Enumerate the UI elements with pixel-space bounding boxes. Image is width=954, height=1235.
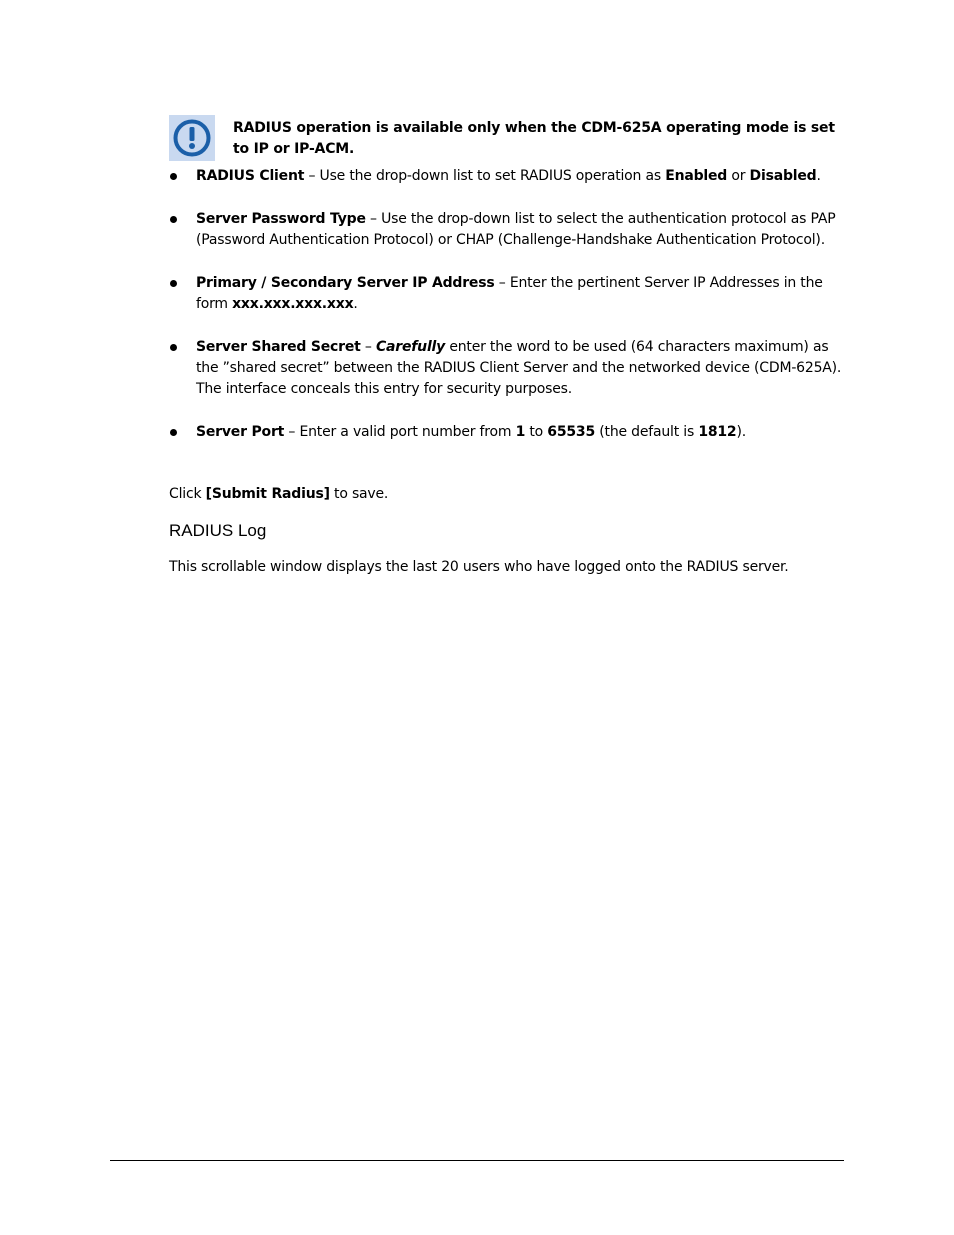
bullet-icon — [170, 280, 177, 287]
bullet-icon — [170, 173, 177, 180]
section-body: This scrollable window displays the last 20 users who have logged onto the RADIUS server. — [169, 559, 789, 575]
list-item-server-shared-secret: Server Shared Secret – Carefully enter the word to be used (64 characters maximum) as the ”shared secret” between the RADIUS Client Server and the networked device (CDM-625A). The interface conceals this entry for security purposes. — [169, 337, 849, 400]
field-description-list — [169, 166, 849, 465]
list-item-radius-client: RADIUS Client – Use the drop-down list to set RADIUS operation as Enabled or Disabled. — [169, 166, 849, 187]
note-text: RADIUS operation is available only when the CDM-625A operating mode is set to IP or IP-ACM. — [233, 120, 835, 157]
submit-radius-label: [Submit Radius] — [205, 486, 330, 502]
term: Server Shared Secret — [196, 339, 361, 355]
term: Server Port — [196, 424, 285, 440]
list-item-server-ip-address: Primary / Secondary Server IP Address – Enter the pertinent Server IP Addresses in the form xxx.xxx.xxx.xxx. — [169, 273, 849, 315]
info-notice-icon — [169, 115, 215, 161]
bullet-icon — [170, 429, 177, 436]
list-item-server-port: Server Port – Enter a valid port number from 1 to 65535 (the default is 1812). — [169, 422, 849, 443]
bullet-icon — [170, 216, 177, 223]
term: RADIUS Client — [196, 168, 305, 184]
bullet-icon — [170, 344, 177, 351]
footer-divider — [110, 1160, 844, 1161]
term: Primary / Secondary Server IP Address — [196, 275, 495, 291]
submit-instruction: Click [Submit Radius] to save. — [169, 486, 389, 502]
section-heading: RADIUS Log — [169, 521, 267, 540]
list-item-server-password-type: Server Password Type – Use the drop-down list to select the authentication protocol as PAP (Password Authentication Protocol) or CHAP (Challenge-Handshake Authentication Protocol). — [169, 209, 849, 251]
term: Server Password Type — [196, 211, 366, 227]
